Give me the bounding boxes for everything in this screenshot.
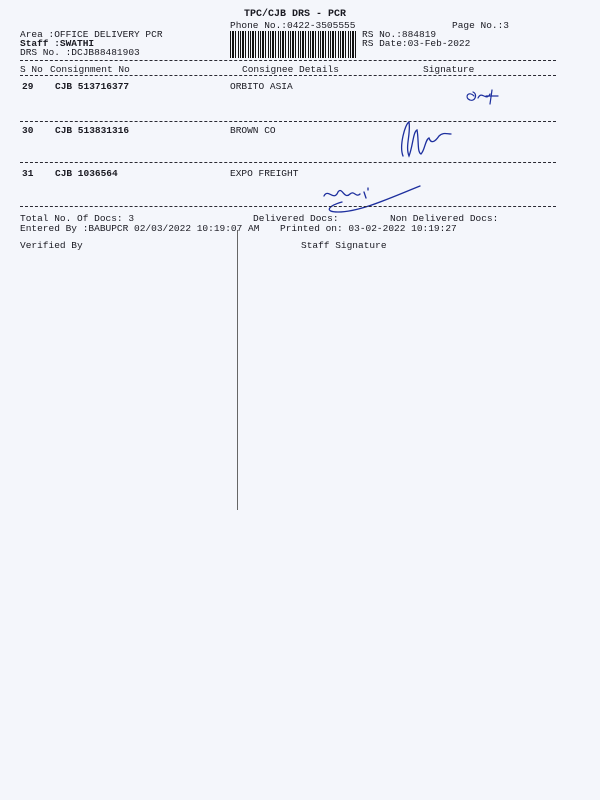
rs-number: RS No.:884819 bbox=[362, 29, 437, 40]
divider bbox=[20, 75, 556, 76]
row-consignment-no: CJB 513831316 bbox=[55, 125, 130, 136]
row-sno: 30 bbox=[22, 125, 34, 136]
row-sno: 31 bbox=[22, 168, 34, 179]
verified-by-label: Verified By bbox=[20, 240, 83, 251]
column-header-signature: Signature bbox=[423, 64, 475, 75]
area-label: Area :OFFICE DELIVERY PCR bbox=[20, 29, 163, 40]
row-consignment-no: CJB 513716377 bbox=[55, 81, 130, 92]
staff-label: Staff :SWATHI bbox=[20, 38, 95, 49]
column-header-consignee: Consignee Details bbox=[242, 64, 339, 75]
row-consignee: BROWN CO bbox=[230, 125, 276, 136]
row-consignee: ORBITO ASIA bbox=[230, 81, 293, 92]
divider bbox=[20, 60, 556, 61]
phone-number: Phone No.:0422-3505555 bbox=[230, 20, 356, 31]
document-title: TPC/CJB DRS - PCR bbox=[244, 9, 347, 20]
entered-by: Entered By :BABUPCR 02/03/2022 10:19:07 AM bbox=[20, 223, 260, 234]
total-docs: Total No. Of Docs: 3 bbox=[20, 213, 135, 224]
divider bbox=[20, 121, 556, 122]
divider bbox=[20, 206, 556, 207]
row-consignment-no: CJB 1036564 bbox=[55, 168, 118, 179]
rs-date: RS Date:03-Feb-2022 bbox=[362, 38, 471, 49]
drs-number: DRS No. :DCJB88481903 bbox=[20, 47, 140, 58]
row-consignee: EXPO FREIGHT bbox=[230, 168, 299, 179]
signature-mark bbox=[395, 116, 455, 164]
column-header-consignment: Consignment No bbox=[50, 64, 130, 75]
delivered-docs: Delivered Docs: bbox=[253, 213, 339, 224]
column-header-sno: S No bbox=[20, 64, 43, 75]
non-delivered-docs: Non Delivered Docs: bbox=[390, 213, 499, 224]
printed-on: Printed on: 03-02-2022 10:19:27 bbox=[280, 223, 457, 234]
row-sno: 29 bbox=[22, 81, 34, 92]
scan-line bbox=[237, 230, 238, 510]
page-number: Page No.:3 bbox=[452, 20, 510, 31]
staff-signature-label: Staff Signature bbox=[301, 240, 387, 251]
barcode-image bbox=[230, 31, 356, 58]
divider bbox=[20, 162, 556, 163]
signature-mark bbox=[462, 84, 512, 108]
